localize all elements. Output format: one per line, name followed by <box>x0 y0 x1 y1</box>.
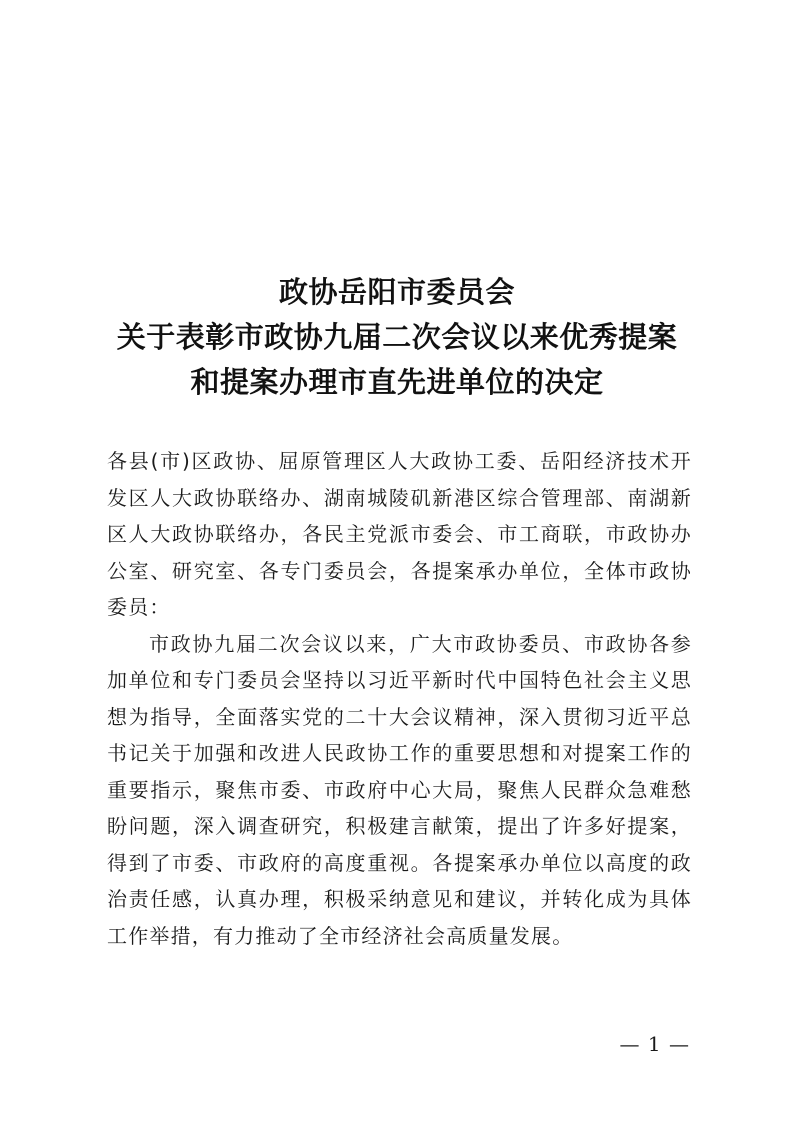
title-line-2: 关于表彰市政协九届二次会议以来优秀提案 <box>116 320 678 354</box>
title-line-1: 政协岳阳市委员会 <box>278 275 515 309</box>
document-body <box>107 443 692 954</box>
document-title <box>60 270 734 405</box>
page-number: — 1 — <box>619 1032 690 1056</box>
recipients-paragraph: 各县(市)区政协、屈原管理区人大政协工委、岳阳经济技术开发区人大政协联络办、湖南城陵矶新港区综合管理部、南湖新区人大政协联络办，各民主党派市委会、市工商联，市政协办公室、研究室、各专门委员会，各提案承办单位，全体市政协委员： <box>107 449 692 619</box>
body-paragraph: 市政协九届二次会议以来，广大市政协委员、市政协各参加单位和专门委员会坚持以习近平新时代中国特色社会主义思想为指导，全面落实党的二十大会议精神，深入贯彻习近平总书记关于加强和改进人民政协工作的重要思想和对提案工作的重要指示，聚焦市委、市政府中心大局，聚焦人民群众急难愁盼问题，深入调查研究，积极建言献策，提出了许多好提案，得到了市委、市政府的高度重视。各提案承办单位以高度的政治责任感，认真办理，积极采纳意见和建议，并转化成为具体工作举措，有力推动了全市经济社会高质量发展。 <box>107 631 692 948</box>
title-line-3: 和提案办理市直先进单位的决定 <box>190 365 604 399</box>
